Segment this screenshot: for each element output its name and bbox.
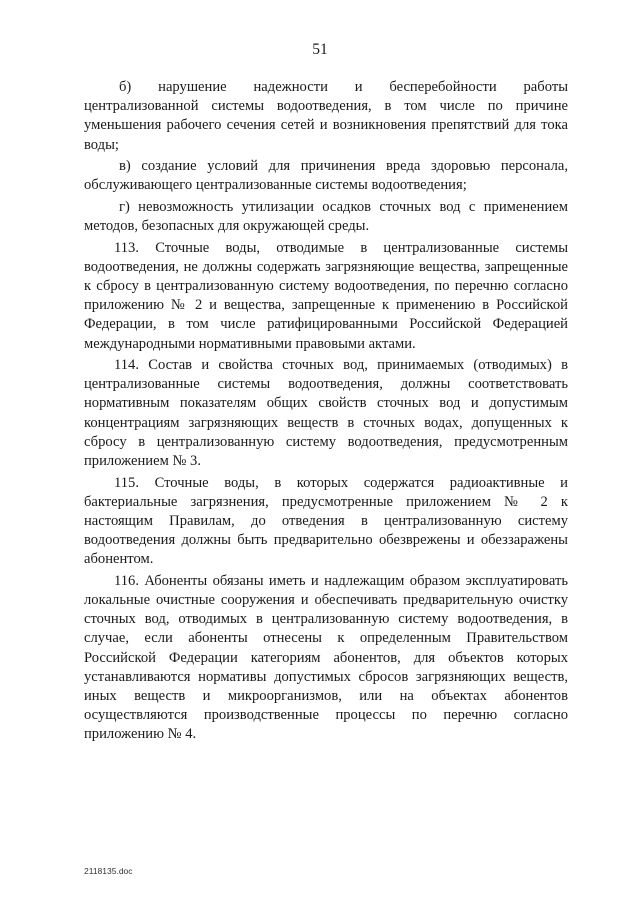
paragraph-114: 114. Состав и свойства сточных вод, принимаемых (отводимых) в централизованные системы водоотведения, должны соответствовать нормативным показателям общих свойств сточных вод и допустимым концентрациям загрязняющих веществ в сточных водах, допущенных к сбросу в централизованную систему водоотведения, предусмотренным приложением № 3. xyxy=(84,357,568,470)
paragraph-item-v: в) создание условий для причинения вреда здоровью персонала, обслуживающего централизованные системы водоотведения; xyxy=(84,158,568,194)
paragraph-item-b: б) нарушение надежности и бесперебойности работы централизованной системы водоотведения, в том числе по причине уменьшения рабочего сечения сетей и возникновения препятствий для тока воды; xyxy=(84,79,568,153)
paragraph-113: 113. Сточные воды, отводимые в централизованные системы водоотведения, не должны содержать загрязняющие вещества, запрещенные к сбросу в централизованную систему водоотведения, по перечню согласно приложению № 2 и вещества, запрещенные к применению в Российской Федерации, в том числе ратифицированными Российской Федерацией международными нормативными правовыми актами. xyxy=(84,239,568,352)
paragraph-116: 116. Абоненты обязаны иметь и надлежащим образом эксплуатировать локальные очистные сооружения и обеспечивать предварительную очистку сточных вод, отводимых в централизованную систему водоотведения, в случае, если абоненты отнесены к определенным Правительством Российской Федерации категориям абонентов, для объектов которых устанавливаются нормативы допустимых сбросов загрязняющих веществ, иных веществ и микроорганизмов, или на объектах абонентов осуществляются производственные процессы по перечню согласно приложению № 4. xyxy=(84,572,568,743)
paragraph-115: 115. Сточные воды, в которых содержатся радиоактивные и бактериальные загрязнения, предусмотренные приложением № 2 к настоящим Правилам, до отведения в централизованную систему водоотведения должны быть предварительно обезврежены и обеззаражены абонентом. xyxy=(84,474,568,568)
page-number: 51 xyxy=(312,41,328,58)
document-body xyxy=(84,78,568,747)
paragraph-item-g: г) невозможность утилизации осадков сточных вод с применением методов, безопасных для окружающей среды. xyxy=(84,198,568,235)
document-footer-code: 2118135.doc xyxy=(84,866,133,876)
